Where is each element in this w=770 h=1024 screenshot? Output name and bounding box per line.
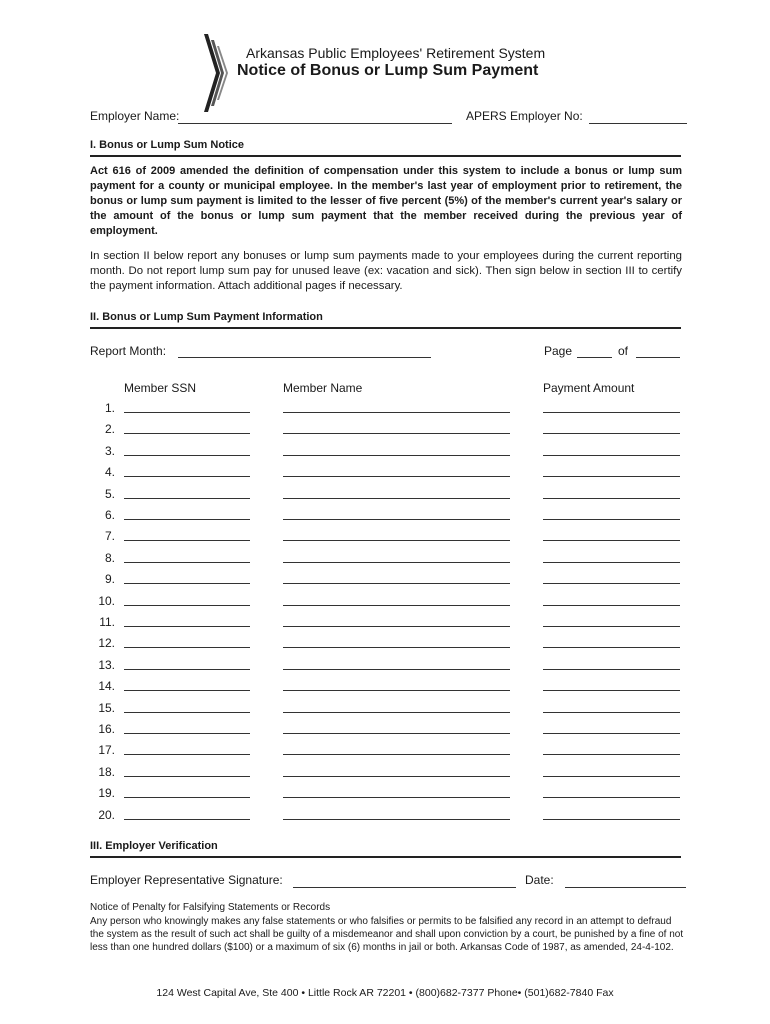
of-label: of <box>618 344 629 358</box>
member-name-field[interactable] <box>283 626 510 627</box>
section1-rule <box>90 155 681 157</box>
table-row <box>0 487 770 508</box>
member-name-field[interactable] <box>283 412 510 413</box>
table-row <box>0 594 770 615</box>
section3-heading: III. Employer Verification <box>90 840 218 852</box>
payment-amount-field[interactable] <box>543 647 680 648</box>
organization-name: Arkansas Public Employees' Retirement System <box>246 45 546 61</box>
row-number: 9. <box>104 572 115 587</box>
row-number: 18. <box>98 764 115 779</box>
payment-amount-field[interactable] <box>543 776 680 777</box>
payment-amount-field[interactable] <box>543 433 680 434</box>
act-616-notice: Act 616 of 2009 amended the definition of compensation under this system to include a bonus or lump sum payment for a county or municipal employee. In the member's last year of employment prior to retirement, the bonus or lump sum payment is limited to the lesser of five percent (5%) of the member's current year's salary or the amount of the bonus or lump sum payment that the member received during the previous year of employment. <box>90 165 682 237</box>
column-payment-amount: Payment Amount <box>543 381 635 395</box>
row-number: 14. <box>98 679 115 694</box>
member-ssn-field[interactable] <box>124 433 250 434</box>
member-ssn-field[interactable] <box>124 712 250 713</box>
section1-instructions: In section II below report any bonuses or lump sum payments made to your employees during the current reporting month. Do not report lump sum pay for unused leave (ex: vacation and sick). Then sign below in section III to certify the payment information. Attach additional pages if necessary. <box>90 250 682 292</box>
payment-amount-field[interactable] <box>543 519 680 520</box>
row-number: 19. <box>98 786 115 801</box>
employer-name-label: Employer Name: <box>90 109 180 123</box>
table-row <box>0 636 770 657</box>
payment-amount-field[interactable] <box>543 583 680 584</box>
table-row <box>0 529 770 550</box>
employer-name-field[interactable] <box>178 123 452 124</box>
member-ssn-field[interactable] <box>124 733 250 734</box>
table-row <box>0 572 770 593</box>
member-ssn-field[interactable] <box>124 540 250 541</box>
signature-field[interactable] <box>293 887 516 888</box>
member-name-field[interactable] <box>283 797 510 798</box>
row-number: 16. <box>98 722 115 736</box>
member-name-field[interactable] <box>283 455 510 456</box>
member-name-field[interactable] <box>283 519 510 520</box>
row-number: 7. <box>104 529 115 544</box>
member-name-field[interactable] <box>283 540 510 541</box>
member-name-field[interactable] <box>283 562 510 563</box>
form-title: Notice of Bonus or Lump Sum Payment <box>237 62 539 79</box>
table-row <box>0 743 770 764</box>
table-row <box>0 508 770 529</box>
table-row <box>0 401 770 422</box>
member-ssn-field[interactable] <box>124 412 250 413</box>
row-number: 2. <box>104 422 115 437</box>
member-name-field[interactable] <box>283 583 510 584</box>
member-name-field[interactable] <box>283 712 510 713</box>
member-ssn-field[interactable] <box>124 819 250 820</box>
table-row <box>0 615 770 636</box>
payment-amount-field[interactable] <box>543 754 680 755</box>
row-number: 1. <box>104 401 115 415</box>
member-name-field[interactable] <box>283 819 510 820</box>
payment-amount-field[interactable] <box>543 669 680 670</box>
row-number: 15. <box>98 700 115 715</box>
row-number: 12. <box>98 636 115 651</box>
member-ssn-field[interactable] <box>124 583 250 584</box>
row-number: 8. <box>104 550 115 565</box>
payment-amount-field[interactable] <box>543 476 680 477</box>
member-ssn-field[interactable] <box>124 519 250 520</box>
page-total-field[interactable] <box>636 357 680 358</box>
payment-amount-field[interactable] <box>543 540 680 541</box>
member-ssn-field[interactable] <box>124 626 250 627</box>
page-label: Page <box>544 344 573 358</box>
signature-label: Employer Representative Signature: <box>90 873 283 887</box>
member-ssn-field[interactable] <box>124 797 250 798</box>
member-ssn-field[interactable] <box>124 669 250 670</box>
column-member-ssn: Member SSN <box>124 381 197 395</box>
payment-amount-field[interactable] <box>543 819 680 820</box>
payment-amount-field[interactable] <box>543 498 680 499</box>
member-name-field[interactable] <box>283 690 510 691</box>
report-month-label: Report Month: <box>90 344 167 358</box>
member-ssn-field[interactable] <box>124 754 250 755</box>
employer-number-label: APERS Employer No: <box>466 109 583 123</box>
penalty-text: Any person who knowingly makes any false statements or who falsifies or permits to be falsified any record in an attempt to defraud the system as the result of such act shall be guilty of a misdemeanor and shall upon conviction by a court, be punished by a fine of not less than one hundred dollars ($100) or a maximum of six (6) months in jail or both. Arkansas Code of 1987, as amended, 24-4-102. <box>90 916 684 953</box>
row-number: 20. <box>98 807 115 822</box>
section2-heading: II. Bonus or Lump Sum Payment Information <box>90 311 323 323</box>
table-row <box>0 551 770 572</box>
member-name-field[interactable] <box>283 605 510 606</box>
row-number: 6. <box>104 508 115 522</box>
member-ssn-field[interactable] <box>124 455 250 456</box>
table-row <box>0 444 770 465</box>
section2-rule <box>90 327 681 329</box>
member-name-field[interactable] <box>283 476 510 477</box>
apers-logo-icon <box>204 34 230 112</box>
member-ssn-field[interactable] <box>124 605 250 606</box>
page-number-field[interactable] <box>577 357 612 358</box>
payment-amount-field[interactable] <box>543 712 680 713</box>
member-ssn-field[interactable] <box>124 476 250 477</box>
column-member-name: Member Name <box>283 381 363 395</box>
row-number: 5. <box>104 486 115 501</box>
footer-address: 124 West Capital Ave, Ste 400 • Little Rock AR 72201 • (800)682-7377 Phone• (501)682-7840 Fax <box>156 987 614 999</box>
member-ssn-field[interactable] <box>124 776 250 777</box>
row-number: 4. <box>104 465 115 480</box>
member-ssn-field[interactable] <box>124 647 250 648</box>
section1-heading: I. Bonus or Lump Sum Notice <box>90 139 245 151</box>
payment-amount-field[interactable] <box>543 605 680 606</box>
date-label: Date: <box>525 873 554 887</box>
payment-amount-field[interactable] <box>543 797 680 798</box>
row-number: 10. <box>98 593 115 608</box>
table-row <box>0 808 770 829</box>
row-number: 13. <box>98 657 115 672</box>
report-month-field[interactable] <box>178 357 431 358</box>
payment-amount-field[interactable] <box>543 455 680 456</box>
payment-amount-field[interactable] <box>543 412 680 413</box>
member-name-field[interactable] <box>283 647 510 648</box>
member-ssn-field[interactable] <box>124 562 250 563</box>
table-row <box>0 679 770 700</box>
member-ssn-field[interactable] <box>124 498 250 499</box>
member-name-field[interactable] <box>283 776 510 777</box>
table-row <box>0 765 770 786</box>
member-name-field[interactable] <box>283 669 510 670</box>
table-row <box>0 701 770 722</box>
date-field[interactable] <box>565 887 686 888</box>
employer-number-field[interactable] <box>589 123 687 124</box>
member-name-field[interactable] <box>283 733 510 734</box>
section3-rule <box>90 856 681 858</box>
table-row <box>0 722 770 743</box>
row-number: 11. <box>99 615 115 629</box>
member-name-field[interactable] <box>283 754 510 755</box>
payment-amount-field[interactable] <box>543 733 680 734</box>
table-row <box>0 465 770 486</box>
table-row <box>0 786 770 807</box>
penalty-heading: Notice of Penalty for Falsifying Statements or Records <box>90 902 331 913</box>
payment-amount-field[interactable] <box>543 562 680 563</box>
table-row <box>0 658 770 679</box>
member-ssn-field[interactable] <box>124 690 250 691</box>
payment-amount-field[interactable] <box>543 690 680 691</box>
row-number: 17. <box>98 743 115 758</box>
member-name-field[interactable] <box>283 433 510 434</box>
table-row <box>0 422 770 443</box>
payment-amount-field[interactable] <box>543 626 680 627</box>
row-number: 3. <box>104 443 115 458</box>
member-name-field[interactable] <box>283 498 510 499</box>
